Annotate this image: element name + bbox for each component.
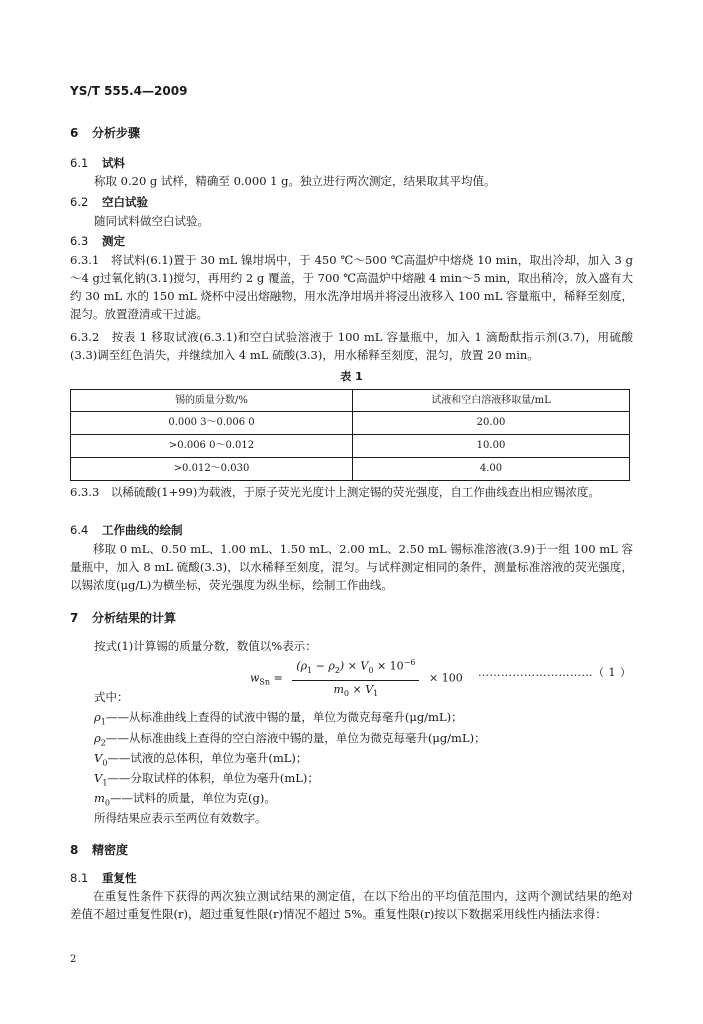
section-title: 分析结果的计算 [92, 611, 177, 625]
section-title: 精密度 [92, 843, 129, 857]
variable-description: ——试液的总体积，单位为毫升(mL)； [107, 751, 308, 765]
variable-description: ——从标准曲线上查得的试液中锡的量，单位为微克每毫升(μg/mL)； [105, 710, 463, 724]
paragraph-6-3-2: 6.3.2 按表 1 移取试液(6.3.1)和空白试验溶液于 100 mL 容量瓶中，加入 1 滴酚酞指示剂(3.7)，用硫酸(3.3)调至红色消失，并继续加入 4 mL 硫酸(3.3)，用水稀释至刻度，混匀，放置 20 min。 [70, 330, 633, 362]
subsection-6-1-heading [70, 154, 125, 172]
table-cell: 4.00 [353, 458, 630, 481]
paragraph-6-3-3: 6.3.3 以稀硫酸(1+99)为载液，于原子荧光光度计上测定锡的荧光强度，自工作曲线查出相应锡浓度。 [70, 485, 600, 499]
where-label: 式中： [94, 690, 129, 704]
formula-lhs: w [250, 671, 260, 685]
subsection-number: 8.1 [70, 871, 89, 885]
subsection-6-2-heading [70, 193, 148, 211]
variable-symbol: V [94, 751, 103, 765]
subsection-number: 6.4 [70, 523, 89, 537]
paragraph-6-1: 称取 0.20 g 试样，精确至 0.000 1 g。独立进行两次测定，结果取其平均值。 [94, 174, 496, 188]
table-row [71, 435, 630, 458]
table-header-cell: 锡的质量分数/% [71, 390, 353, 412]
section-7-heading [70, 609, 176, 627]
variable-symbol: m [94, 791, 105, 805]
section-number: 8 [70, 843, 79, 857]
paragraph-6-4: 移取 0 mL、0.50 mL、1.00 mL、1.50 mL、2.00 mL、2.50 mL 锡标准溶液(3.9)于一组 100 mL 容量瓶中，加入 8 mL 硫酸(3.3)，以水稀释至刻度，混匀。与试样测定相同的条件，测量标准溶液的荧光强度，以锡浓度(μg/L)为横坐标，荧光强度为纵坐标，绘制工作曲线。 [70, 542, 633, 592]
formula-1 [250, 655, 463, 702]
subsection-title: 空白试验 [102, 195, 148, 209]
numerator-sup: −6 [403, 658, 416, 667]
table-1-caption: 表 1 [340, 370, 363, 383]
variable-symbol: ρ [94, 731, 101, 745]
section-6-heading [70, 124, 140, 142]
table-row [71, 412, 630, 435]
table-cell: >0.012～0.030 [71, 458, 353, 481]
section-number: 6 [70, 126, 79, 140]
table-cell: 20.00 [353, 412, 630, 435]
section-title: 分析步骤 [92, 126, 141, 140]
formula-multiplier: × 100 [428, 671, 463, 685]
calculation-intro: 按式(1)计算锡的质量分数，数值以%表示： [94, 639, 317, 653]
paragraph-6-3-1: 6.3.1 将试料(6.1)置于 30 mL 镍坩埚中，于 450 ℃～500 ℃高温炉中熔烧 10 min，取出冷却，加入 3 g～4 g过氧化钠(3.1)搅匀，再用约 2 g 覆盖，于 700 ℃高温炉中熔融 4 min～5 min，取出稍冷，放入盛有大约 30 mL 水的 150 mL 烧杯中浸出熔融物，用水洗净坩埚并将浸出液移入 100 mL 容量瓶中，稀释至刻度，混匀。放置澄清或干过滤。 [70, 253, 633, 321]
subsection-6-3-heading [70, 232, 125, 250]
variable-sub: 1 [102, 778, 108, 788]
standard-number: YS/T 555.4—2009 [70, 84, 188, 98]
variable-sub: 0 [102, 758, 108, 768]
subsection-title: 重复性 [102, 871, 137, 885]
table-cell: 10.00 [353, 435, 630, 458]
subsection-title: 工作曲线的绘制 [102, 523, 183, 537]
numerator-sub: 0 [368, 665, 374, 675]
subsection-number: 6.3 [70, 234, 89, 248]
variable-description: ——分取试样的体积，单位为毫升(mL)； [107, 771, 319, 785]
subsection-title: 试料 [102, 156, 125, 170]
table-header-row [71, 390, 630, 412]
equation-number: …………………………（ 1 ） [478, 666, 632, 679]
variable-symbol: ρ [94, 710, 101, 724]
variable-sub: 2 [100, 738, 106, 748]
table-row [71, 458, 630, 481]
subsection-8-1-heading [70, 869, 137, 887]
section-number: 7 [70, 611, 79, 625]
numerator-part: × 10 [373, 659, 404, 673]
formula-equals: = [273, 671, 283, 685]
variable-description: ——试料的质量，单位为克(g)。 [110, 791, 276, 805]
denominator-sub: 1 [373, 689, 379, 699]
formula-lhs-sub: Sn [259, 677, 271, 687]
formula-fraction [292, 655, 419, 702]
numerator-part: − ρ [312, 659, 335, 673]
page-number: 2 [70, 954, 77, 965]
variable-symbol: V [94, 771, 103, 785]
subsection-number: 6.1 [70, 156, 89, 170]
formula-denominator [292, 681, 419, 702]
section-8-heading [70, 841, 128, 859]
denominator-part: × V [349, 682, 374, 696]
result-note: 所得结果应表示至两位有效数字。 [94, 811, 267, 825]
variable-definition [94, 708, 463, 731]
table-header-cell: 试液和空白溶液移取量/mL [353, 390, 630, 412]
numerator-part: (ρ [296, 659, 308, 673]
table-cell: >0.006 0～0.012 [71, 435, 353, 458]
formula-numerator [292, 655, 419, 681]
paragraph-6-2: 随同试料做空白试验。 [94, 214, 209, 228]
variable-sub: 0 [104, 798, 110, 808]
numerator-sub: 1 [307, 665, 313, 675]
subsection-number: 6.2 [70, 195, 89, 209]
denominator-sub: 0 [343, 689, 350, 699]
variable-sub: 1 [100, 717, 106, 727]
denominator-part: m [333, 682, 344, 696]
table-1 [70, 389, 630, 481]
subsection-title: 测定 [102, 234, 125, 248]
variable-description: ——从标准曲线上查得的空白溶液中锡的量，单位为微克每毫升(μg/mL)； [105, 731, 486, 745]
table-cell: 0.000 3～0.006 0 [71, 412, 353, 435]
subsection-6-4-heading [70, 521, 183, 539]
numerator-part: ) × V [339, 659, 369, 673]
numerator-sub: 2 [334, 665, 340, 675]
paragraph-8-1: 在重复性条件下获得的两次独立测试结果的测定值，在以下给出的平均值范围内，这两个测试结果的绝对差值不超过重复性限(r)，超过重复性限(r)情况不超过 5%。重复性限(r)按以下数据采用线性内插法求得： [70, 889, 633, 921]
